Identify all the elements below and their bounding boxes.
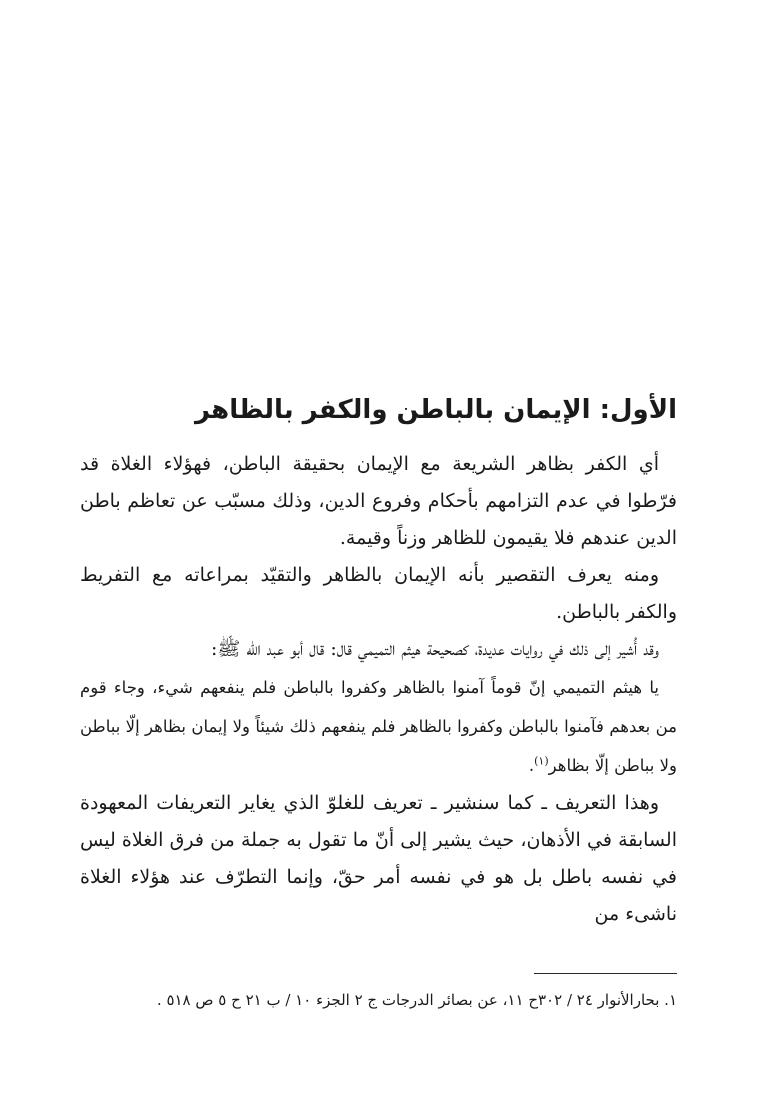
footnote-divider [534,973,677,974]
paragraph-explanation: وهذا التعريف ـ كما سنشير ـ تعريف للغلوّ الذي يغاير التعريفات المعهودة السابقة في الأذهان، حيث يشير إلى أنّ ما تقول به جملة من فرق الغلاة ليس في نفسه باطل بل هو في نفسه أمر حقّ، وإنما التطرّف عند هؤلاء الغلاة ناشىء من [80,792,677,925]
paragraph-definition: أي الكفر بظاهر الشريعة مع الإيمان بحقيقة الباطن، فهؤلاء الغلاة قد فرّطوا في عدم التزامهم بأحكام وفروع الدين، وذلك مسبّب عن تعاظم باطن الدين عندهم فلا يقيمون للظاهر وزناً وقيمة. [80,453,677,549]
narration-text: يا هيثم التميمي إنّ قوماً آمنوا بالظاهر وكفروا بالباطن فلم ينفعهم شيء، وجاء قوم من بعدهم فآمنوا بالباطن وكفروا بالظاهر فلم ينفعهم ذلك شيئاً ولا إيمان بظاهر إلّا بباطن ولا بباطن إلّا بظاهر [80,678,677,775]
paragraph-narration-intro: وقد أُشير إلى ذلك في روايات عديدة، كصحيحة هيثم التميمي قال: قال أبو عبد الله ﷺ: [211,638,659,660]
body-text [80,446,677,933]
paragraph-taqsir: ومنه يعرف التقصير بأنه الإيمان بالظاهر والتقيّد بمراعاته مع التفريط والكفر بالباطن. [80,564,677,623]
footnote-marker: (١) [534,754,549,768]
section-heading: الأول: الإيمان بالباطن والكفر بالظاهر [195,395,677,425]
narration-end: . [528,756,535,775]
document-page [80,0,677,1108]
narration-quote [80,668,677,785]
footnote-text: ١. بحارالأنوار ٢٤ / ٣٠٢ح ١١، عن بصائر الدرجات ج ٢ الجزء ١٠ / ب ٢١ ح ٥ ص ٥١٨ . [156,991,677,1009]
